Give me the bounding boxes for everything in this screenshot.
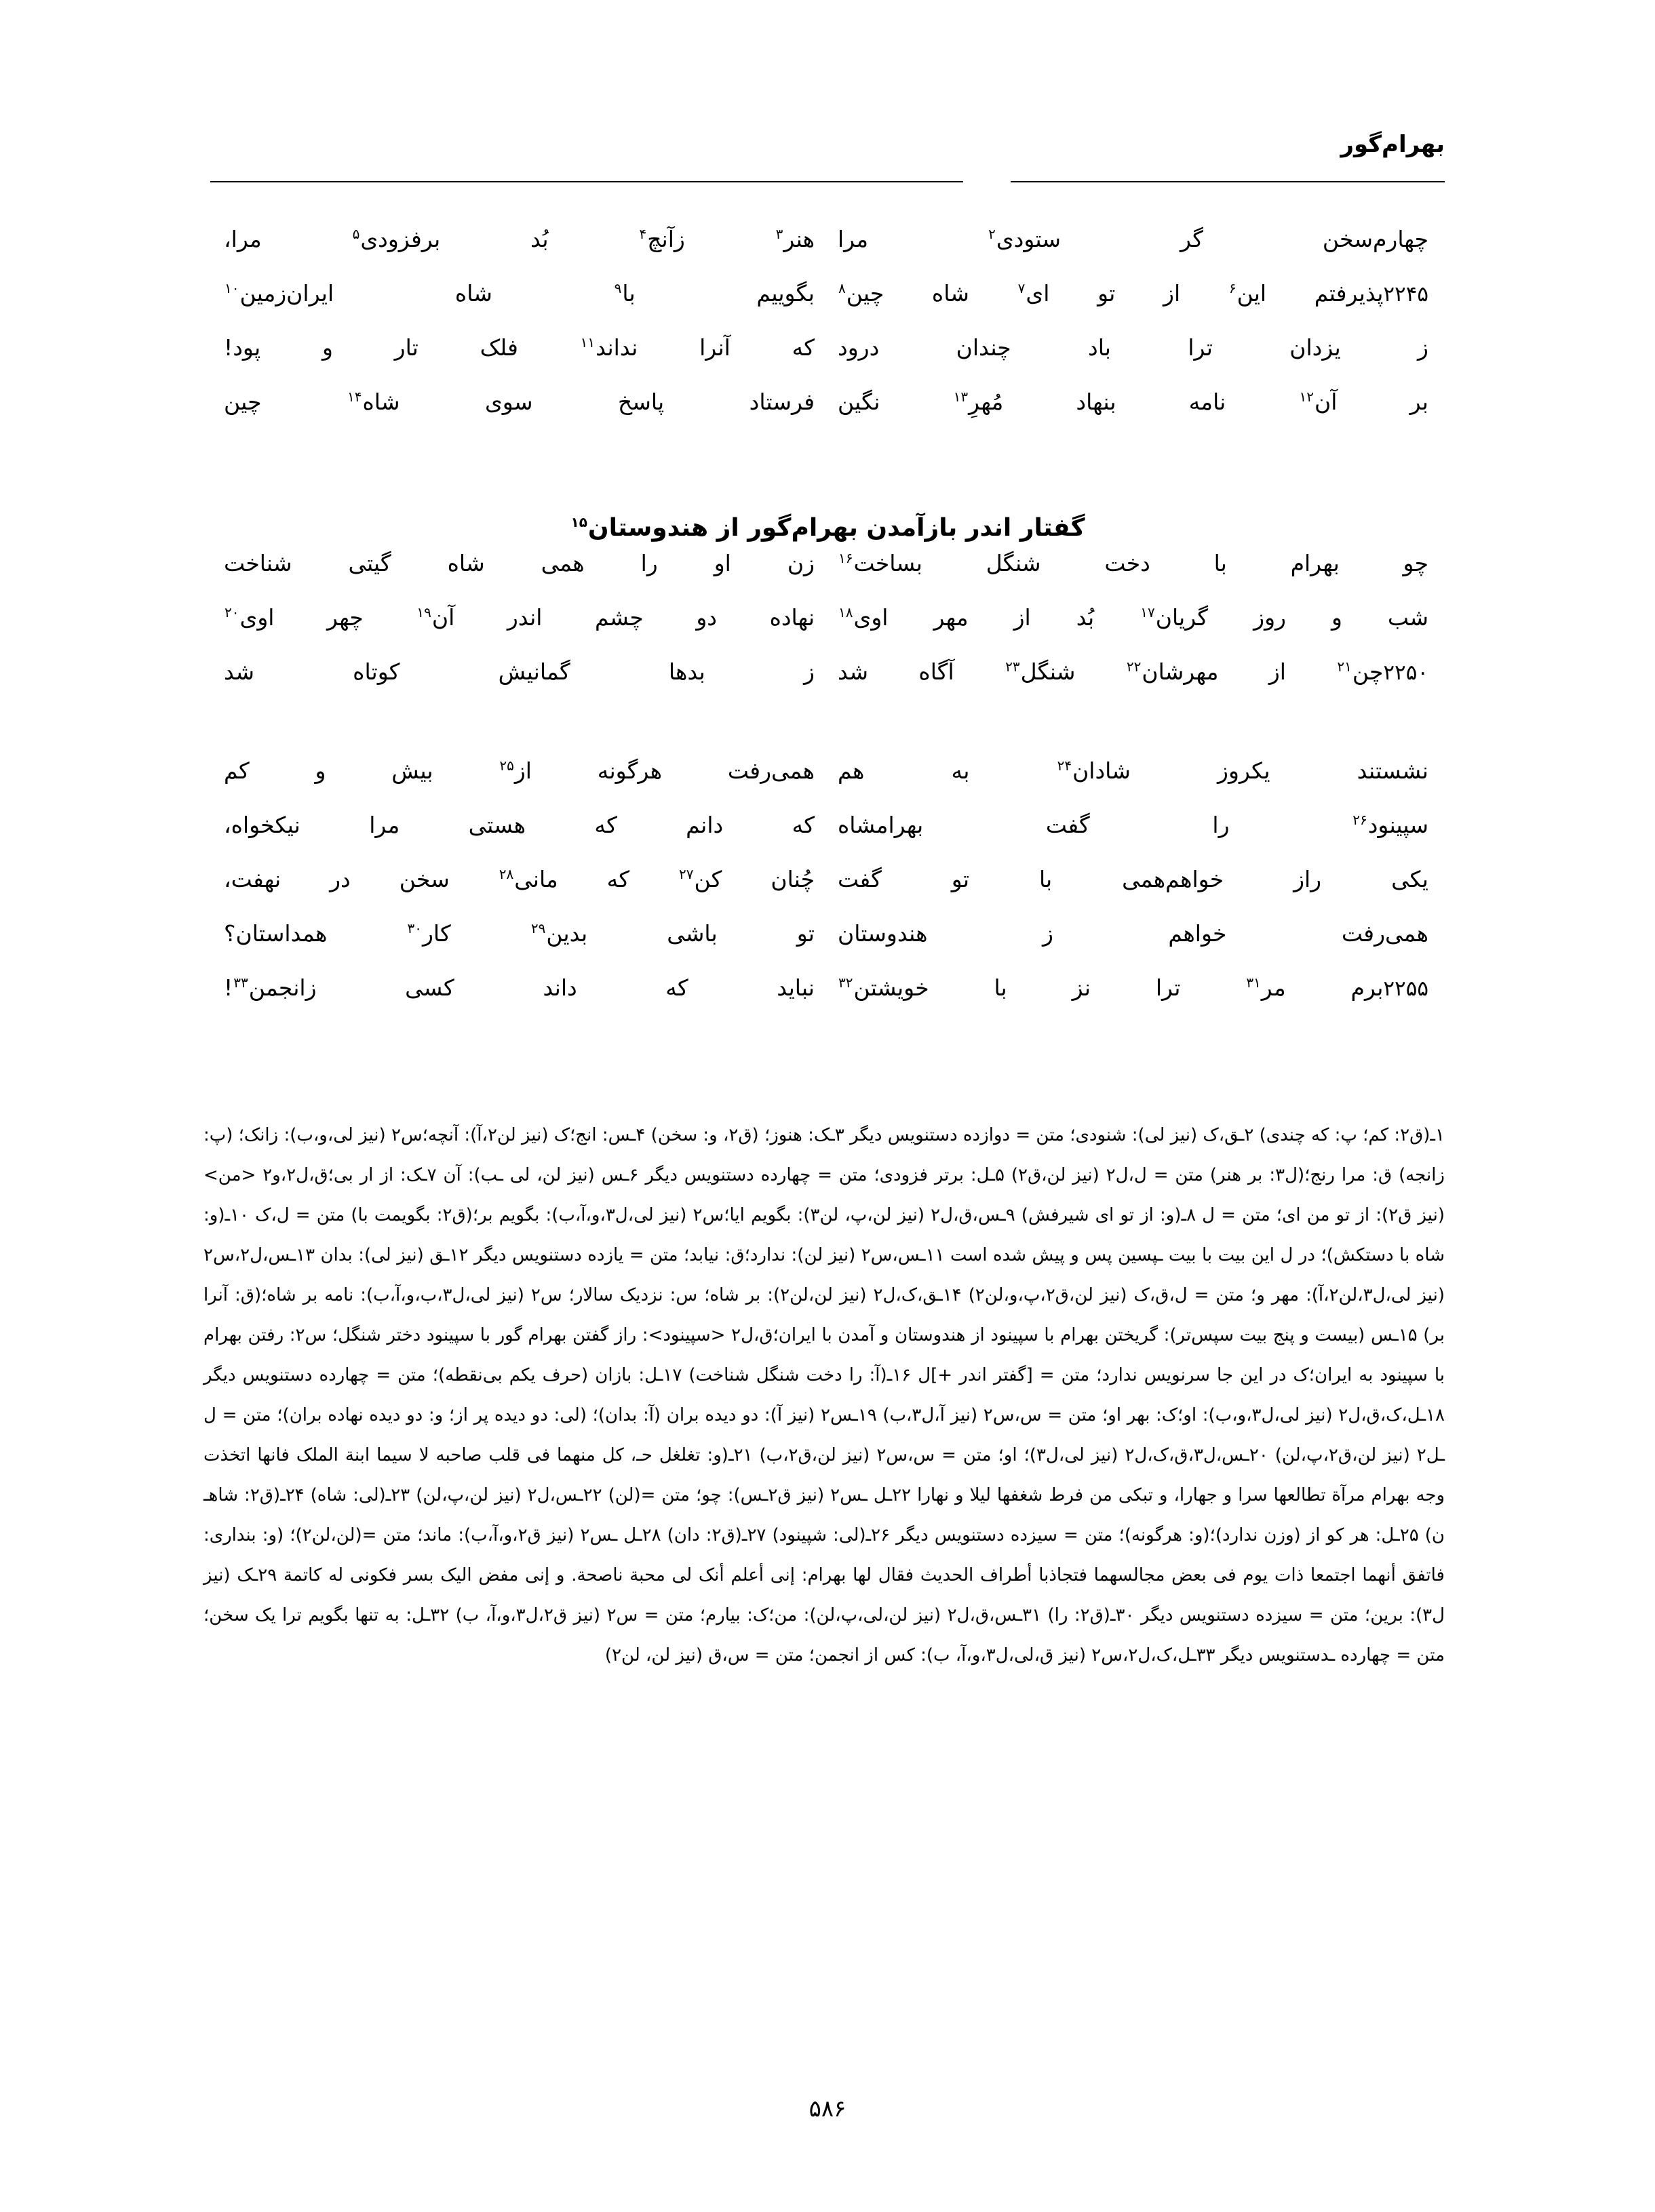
hemistich-left [224,656,838,685]
hemistich-right [838,548,1431,576]
verse-line [224,755,1431,810]
hemistich-text-tail: چین [224,389,347,415]
hemistich-text-tail: همداستان؟ [224,920,407,947]
hemistich-left [224,602,838,631]
hemistich-text: یکی راز خواهم‌همی با تو گفت [838,866,1428,892]
footnote-marker: ۱۸ [838,604,853,620]
hemistich-text-tail: مرا، [224,226,352,252]
hemistich-text-tail: زآنچ [647,226,775,252]
hemistich-text: تو باشی بدین [546,920,815,947]
hemistich-text-tail: بُد برفزودی [360,226,639,252]
footnote-marker: ۵ [352,226,360,242]
hemistich-left [224,810,838,838]
hemistich-text-tail: شاه چین [846,280,1017,307]
footnote-marker: ۲۳ [1005,658,1020,675]
footnote-marker: ۳۰ [407,920,422,936]
hemistich-right [838,918,1431,947]
hemistich-right [838,278,1431,307]
hemistich-text: هنر [783,226,815,252]
hemistich-text: همی‌رفت خواهم ز هندوستان [838,920,1428,947]
footnote-marker: ۱۳ [953,389,969,405]
hemistich-left [224,918,838,947]
stanza-1 [224,224,1431,441]
stanza-3 [224,755,1431,1027]
hemistich-text-tail: به هم [838,757,1057,784]
footnote-marker: ۲۷ [679,866,694,882]
hemistich-text: نشستند یکروز شادان [1072,757,1428,784]
hemistich-right [838,864,1431,892]
hemistich-text-tail: کار [423,920,530,947]
hemistich-text-tail: نامه بنهاد مُهرِ [969,389,1299,415]
hemistich-left [224,972,838,1001]
hemistich-left [224,332,838,361]
verse-line [224,918,1431,972]
hemistich-text: زن او را همی شاه گیتی شناخت [224,550,815,576]
hemistich-left [224,224,838,252]
hemistich-text: نهاده دو چشم اندر آن [431,604,815,631]
hemistich-right [838,972,1431,1002]
hemistich-right [838,810,1431,838]
hemistich-left [224,548,838,576]
hemistich-text-tail: آگاه شد [838,658,1005,685]
verse-number: ۲۲۵۰ [1383,660,1428,685]
hemistich-right [838,387,1431,415]
running-header [210,132,1445,193]
hemistich-text: برم مر [1261,974,1384,1001]
verse-line [224,864,1431,918]
hemistich-text: ز بدها گمانیش کوتاه شد [224,658,815,685]
hemistich-text: ز یزدان ترا باد چندان درود [838,334,1428,361]
footnote-marker: ۸ [838,280,846,296]
footnote-marker: ۱۹ [416,604,431,620]
hemistich-text: بر آن [1315,389,1428,415]
footnote-marker: ۹ [614,280,622,296]
footnote-apparatus [203,1115,1445,1676]
footnote-marker: ۱۰ [225,280,239,296]
stanza-2 [224,548,1431,711]
verse-body [224,224,1431,1027]
hemistich-text: شب و روز گریان [1155,604,1428,631]
hemistich-text: پذیرفتم این [1237,280,1384,307]
hemistich-left [224,278,838,307]
verse-line [224,278,1431,332]
footnote-marker: ۷ [1017,280,1026,296]
footnote-marker: ۲۴ [1057,757,1072,774]
hemistich-left [224,864,838,892]
verse-number: ۲۲۴۵ [1383,282,1428,307]
hemistich-left [224,387,838,415]
hemistich-text-tail: سخن در نهفت، [224,866,499,892]
footnote-marker: ۱۲ [1299,389,1314,405]
section-heading [0,514,1655,542]
footnote-marker: ۲۲ [1126,658,1142,675]
hemistich-text-tail: ترا نز با خویشتن [853,974,1246,1001]
hemistich-right [838,656,1431,686]
hemistich-text: نباید که داند کسی زانجمن [248,974,815,1001]
footnote-marker: ۲۰ [225,604,239,620]
footnote-marker: ۱۶ [838,550,853,566]
stanza-separator [224,711,1431,755]
hemistich-text: چُنان کن [694,866,815,892]
header-divider [210,181,1445,182]
footnote-marker: ۶ [1228,280,1237,296]
hemistich-text-tail: نگین [838,389,953,415]
footnote-marker: ۲ [988,226,996,242]
footnote-marker: ۲۸ [499,866,514,882]
hemistich-text-tail: از تو ای [1026,280,1228,307]
hemistich-text: که آنرا نداند [596,334,815,361]
footnote-marker: ۱۱ [580,334,596,351]
hemistich-right [838,332,1431,361]
verse-line [224,224,1431,278]
verse-line [224,387,1431,441]
hemistich-text: سپینود [1367,812,1428,838]
section-heading-text: گفتار اندر بازآمدن بهرام‌گور از هندوستان [587,514,1085,542]
verse-line [224,972,1431,1027]
hemistich-text-tail: فلک تار و پود! [224,334,580,361]
footnote-marker: ۱۵ [570,514,587,530]
footnote-marker: ۱۴ [347,389,362,405]
verse-line [224,332,1431,387]
hemistich-text-tail: ! [224,974,233,1001]
footnote-marker: ۳ [775,226,783,242]
verse-line [224,656,1431,711]
hemistich-right [838,224,1431,252]
verse-number: ۲۲۵۵ [1383,976,1428,1001]
hemistich-text: بگوییم با [622,280,815,307]
hemistich-text-tail: شنگل [1020,658,1126,685]
hemistich-text-tail: چهر اوی [239,604,416,631]
hemistich-text-tail: بُد از مهر اوی [853,604,1140,631]
hemistich-text-tail: مرا [838,226,988,252]
footnote-marker: ۲۹ [530,920,546,936]
hemistich-left [224,755,838,784]
page-title: بهرام‌گور [1340,131,1445,158]
folio-number: ۵۸۶ [809,2095,846,2122]
footnote-marker: ۳۲ [838,974,853,991]
footnote-text: ۱ـ(ق۲: کم؛ پ: که چندی) ۲ـق،ک (نیز لی): شنودی؛ متن = دوازده دستنویس دیگر ۳ـک: هنوز؛ (ق۲، و: سخن) ۴ـس: انج؛ک (نیز لن۲،آ): آنچه؛س۲ (نیز لی،و،ب): زانک؛ (پ: زانجه) ق: مرا رنج؛(ل۳: بر هنر) متن = ل،ل۲ (نیز لن،ق۲) ۵ـل: برتر فزودی؛ متن = چهارده دستنویس دیگر ۶ـس (نیز لن، لی ـب): آن ۷ـک: از ار بی؛ق،ل۲،و۲ <من> (نیز ق۲): از تو من ای؛ متن = ل ۸ـ(و: از تو ای شیرفش) ۹ـس،ق،ل۲ (نیز لن،پ، لن۳): بگویم ایا؛س۲ (نیز لی،ل۳،و،آ،ب): بگویم بر؛(ق۲: بگویمت با) متن = ل،ک ۱۰ـ(و: شاه با دستکش)؛ در ل این بیت با بیت ـپسین پس و پیش شده است ۱۱ـس،س۲ (نیز لن): ندارد؛ق: نیابد؛ متن = یازده دستنویس دیگر ۱۲ـق (نیز لی): بدان ۱۳ـس،ل۲،س۲ (نیز لی،ل۳،لن۲،آ): مهر و؛ متن = ل،ق،ک (نیز لن،ق۲،پ،و،لن۲) ۱۴ـق،ک،ل۲ (نیز لن،لن۲): بر شاه؛ س: نزدیک سالار؛ س۲ (نیز لی،ل۳،ب،و،آ،ب): نامه بر شاه؛(ق: آنرا بر) ۱۵ـس (بیست و پنج بیت سپس‌تر): گریختن بهرام با سپینود از هندوستان و آمدن با ایران؛ق،ل۲ <سپینود>: راز گفتن بهرام گور با سپینود دختر شنگل؛ س۲: رفتن بهرام با سپینود به ایران؛ک در این جا سرنویس ندارد؛ متن = [گفتر اندر +]ل ۱۶ـ(آ: را دخت شنگل شناخت) ۱۷ـل: بازان (حرف یکم بی‌نقطه)؛ متن = چهارده دستنویس دیگر ۱۸ـل،ک،ق،ل۲ (نیز لی،ل۳،و،ب): او؛ک: بهر او؛ متن = س،س۲ (نیز آ،ل۳،ب) ۱۹ـس۲ (نیز آ): دو دیده بران (آ: بدان)؛ (لی: دو دیده پر از؛ و: دو دیده نهاده بران)؛ متن = ل ـل۲ (نیز لن،ق۲،پ،لن) ۲۰ـس،ل۳،ق،ک،ل۲ (نیز لی،ل۳)؛ او؛ متن = س،س۲ (نیز لن،ق۲،ب) ۲۱ـ(و: تغلغل حـ، کل منهما فی قلب صاحبه لا سیما ابنة الملک فانها اتخذت وجه بهرام مرآة تطالعها سرا و جهارا، و تبکی من فرط شغفها لیلا و نهارا ۲۲ـل ـس۲ (نیز ق۲ـس): چو؛ متن =(لن) ۲۲ـس،ل۲ (نیز لن،پ،لن) ۲۳ـ(لی: شاه) ۲۴ـ(ق۲: شاهـ ن) ۲۵ـل: هر کو از (وزن ندارد)؛(و: هرگونه)؛ متن = سیزده دستنویس دیگر ۲۶ـ(لی: شپینود) ۲۷ـ(ق۲: دان) ۲۸ـل ـس۲ (نیز ق۲،و،آ،ب): ماند؛ متن =(لن،لن۲)؛ (و: بنداری: فاتفق أنهما اجتمعا ذات یوم فی بعض مجالسهما فتجاذبا أطراف الحدیث فقال لها بهرام: إنی أعلم أنک لی محبة ناصحة. و إنی مفض الیک بسر فکونی له کاتمة ۲۹ـک (نیز ل۳): برین؛ متن = سیزده دستنویس دیگر ۳۰ـ(ق۲: را) ۳۱ـس،ق،ل۲ (نیز لن،لی،پ،لن): من؛ک: بیارم؛ متن = س۲ (نیز ق۲،ل۳،و،آ، ب) ۳۲ـل: به تنها بگویم ترا یک سخن؛ متن = چهارده ـدستنویس دیگر ۳۳ـل،ک،ل۲،س۲ (نیز ق،لی،ل۳،و،آ، ب): کس از انجمن؛ متن = س،ق (نیز لن، لن۲) [203,1125,1445,1665]
hemistich-text-tail: شاه ایران‌زمین [239,280,614,307]
hemistich-text-tail: بیش و کم [224,757,499,784]
verse-line [224,810,1431,864]
footnote-marker: ۳۱ [1246,974,1261,991]
hemistich-text: همی‌رفت هرگونه از [514,757,815,784]
hemistich-text-tail: را گفت بهرامشاه [838,812,1352,838]
verse-line [224,548,1431,602]
hemistich-text: فرستاد پاسخ سوی شاه [362,389,815,415]
footnote-marker: ۴ [639,226,647,242]
footnote-marker: ۲۵ [499,757,514,774]
footnote-marker: ۱۷ [1140,604,1155,620]
footnote-marker: ۲۱ [1337,658,1352,675]
hemistich-text-tail: از مهرشان [1142,658,1337,685]
hemistich-text: چن [1352,658,1384,685]
hemistich-right [838,755,1431,784]
verse-line [224,602,1431,656]
hemistich-text: چو بهرام با دخت شنگل بساخت [853,550,1428,576]
footnote-marker: ۲۶ [1352,812,1367,828]
hemistich-text-tail: که مانی [514,866,679,892]
hemistich-text: که دانم که هستی مرا نیکخواه، [224,812,815,838]
footnote-marker: ۳۳ [233,974,248,991]
hemistich-right [838,602,1431,631]
hemistich-text: چهارم‌سخن گر ستودی [996,226,1429,252]
